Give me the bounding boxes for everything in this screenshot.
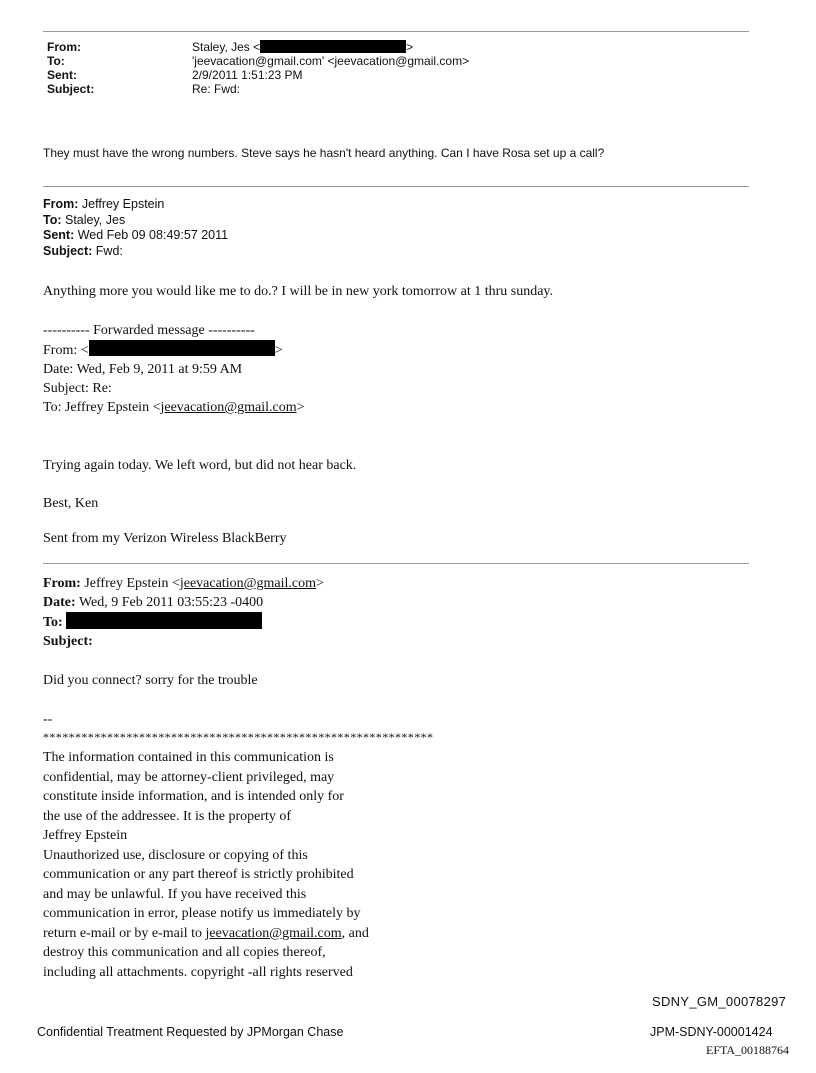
quoted-body-2: Did you connect? sorry for the trouble — [43, 673, 258, 688]
sent-value: 2/9/2011 1:51:23 PM — [192, 68, 303, 82]
quoted-header-2: From: Jeffrey Epstein <jeevacation@gmail.com> Date: Wed, 9 Feb 2011 03:55:23 -0400 To: Subject: — [43, 576, 324, 649]
forwarded-message — [43, 321, 305, 417]
disclaimer-line: constitute inside information, and is intended only for — [43, 789, 344, 804]
forwarded-body-3: Sent from my Verizon Wireless BlackBerry — [43, 531, 287, 546]
email-link[interactable]: jeevacation@gmail.com — [160, 400, 297, 415]
confidential-notice: Confidential Treatment Requested by JPMorgan Chase — [37, 1025, 344, 1039]
signature-dashes: -- — [43, 712, 53, 727]
redaction-box — [66, 612, 262, 629]
to-label: To: — [43, 212, 62, 227]
forwarded-subject: Subject: Re: — [43, 381, 112, 396]
to-label: To: — [47, 54, 65, 68]
disclaimer-line: Unauthorized use, disclosure or copying of this — [43, 847, 308, 863]
disclaimer-line: and may be unlawful. If you have received this — [43, 886, 307, 902]
bates-number-2: JPM-SDNY-00001424 — [650, 1025, 773, 1039]
subject-label: Subject: — [43, 243, 93, 258]
from-value: Jeffrey Epstein — [78, 197, 165, 211]
from-label: From: — [47, 40, 81, 54]
quoted-header-1 — [43, 197, 228, 259]
disclaimer-line: destroy this communication and all copies thereof, — [43, 945, 326, 960]
sent-label: Sent: — [43, 228, 75, 242]
disclaimer-line: Jeffrey Epstein — [43, 828, 128, 843]
from-label: From: — [43, 576, 81, 591]
disclaimer-line: including all attachments. copyright -all rights reserved — [43, 964, 353, 980]
email-link[interactable]: jeevacation@gmail.com — [179, 576, 316, 591]
redaction-box — [89, 340, 275, 356]
date-value: Wed, 9 Feb 2011 03:55:23 -0400 — [75, 595, 264, 610]
subject-value: Fwd: — [92, 243, 123, 258]
disclaimer-line: The information contained in this communication is — [43, 750, 334, 765]
signature-stars: ************************************************************* — [43, 730, 434, 744]
redaction-box — [260, 40, 406, 53]
email-header — [47, 40, 469, 96]
forwarded-from: From: < > — [43, 340, 305, 360]
forwarded-body-1: Trying again today. We left word, but did not hear back. — [43, 458, 357, 473]
reply-body: They must have the wrong numbers. Steve says he hasn't heard anything. Can I have Rosa set up a call? — [43, 146, 605, 160]
disclaimer — [43, 748, 423, 982]
forwarded-body-2: Best, Ken — [43, 496, 99, 511]
subject-value: Re: Fwd: — [192, 82, 241, 96]
to-value: Staley, Jes — [61, 212, 126, 227]
disclaimer-line: the use of the addressee. It is the property of — [43, 808, 292, 824]
top-divider — [43, 31, 749, 32]
efta-number: EFTA_00188764 — [706, 1043, 790, 1057]
to-value: 'jeevacation@gmail.com' <jeevacation@gmail.com> — [192, 54, 470, 68]
from-value: Staley, Jes < > — [192, 40, 414, 54]
disclaimer-line: return e-mail or by e-mail to jeevacation@gmail.com, and — [43, 925, 369, 941]
quoted-body-1: Anything more you would like me to do.? I will be in new york tomorrow at 1 thru sunday. — [43, 284, 554, 299]
disclaimer-line: communication in error, please notify us immediately by — [43, 906, 361, 921]
bates-number-1: SDNY_GM_00078297 — [652, 994, 787, 1009]
forwarded-date: Date: Wed, Feb 9, 2011 at 9:59 AM — [43, 362, 243, 377]
divider — [43, 186, 749, 187]
sent-value: Wed Feb 09 08:49:57 2011 — [74, 228, 229, 242]
subject-label: Subject: — [43, 634, 93, 649]
subject-label: Subject: — [47, 82, 95, 96]
disclaimer-line: confidential, may be attorney-client privileged, may — [43, 769, 335, 785]
email-link[interactable]: jeevacation@gmail.com — [205, 925, 342, 941]
forwarded-to: To: Jeffrey Epstein <jeevacation@gmail.com> — [43, 400, 305, 415]
forwarded-divider: ---------- Forwarded message ---------- — [43, 323, 255, 338]
to-label: To: — [43, 615, 63, 630]
disclaimer-line: communication or any part thereof is strictly prohibited — [43, 867, 354, 882]
date-label: Date: — [43, 595, 76, 610]
from-label: From: — [43, 197, 79, 211]
sent-label: Sent: — [47, 68, 77, 82]
divider — [43, 563, 749, 564]
